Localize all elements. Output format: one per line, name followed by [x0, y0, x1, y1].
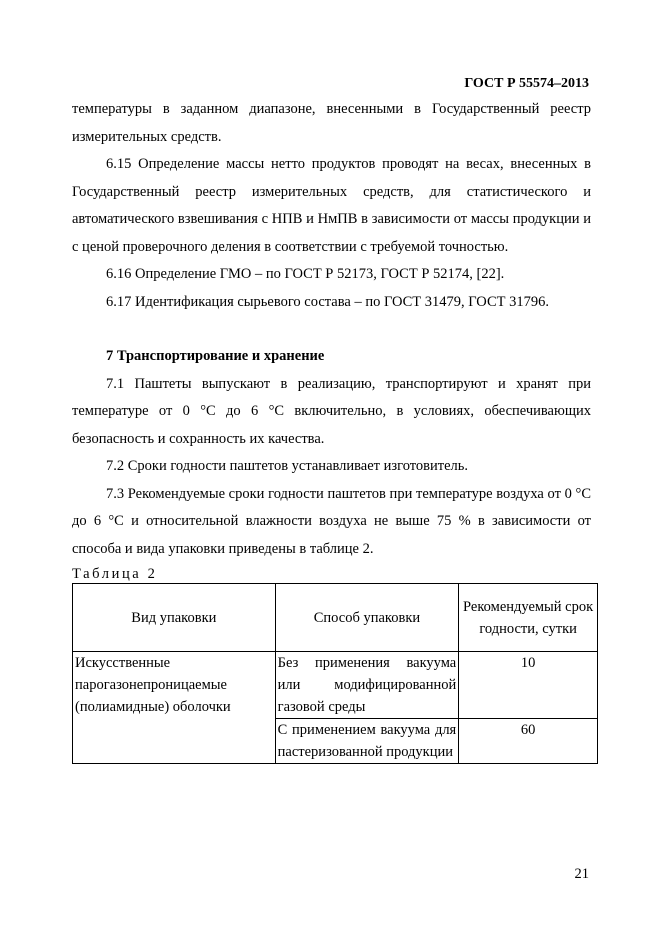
- paragraph-7-1: 7.1 Паштеты выпускают в реализацию, транспортируют и хранят при температуре от 0 °С до 6 °С включительно, в условиях, обеспечивающих безопасность и сохранность их качества.: [72, 375, 591, 447]
- cell-shelf-life: 60: [459, 719, 598, 764]
- table-caption: Таблица 2: [72, 566, 158, 582]
- packaging-table: [72, 583, 598, 764]
- header-packaging-method: Способ упаковки: [275, 584, 459, 652]
- document-code: ГОСТ Р 55574–2013: [464, 76, 589, 91]
- paragraph-continuation: температуры в заданном диапазоне, внесенными в Государственный реестр измерительных средств.: [72, 101, 591, 145]
- table-row: [73, 652, 598, 719]
- section-7-title: 7 Транспортирование и хранение: [106, 348, 325, 364]
- page-content: [72, 96, 594, 764]
- paragraph-7-3: 7.3 Рекомендуемые сроки годности паштетов при температуре воздуха от 0 °С до 6 °С и относительной влажности воздуха не выше 75 % в зависимости от способа и вида упаковки приведены в таблице 2.: [72, 485, 591, 557]
- paragraph-7-2: 7.2 Сроки годности паштетов устанавливает изготовитель.: [106, 458, 469, 474]
- cell-method: С применением вакуума для пастеризованной продукции: [275, 719, 459, 764]
- header-packaging-type: Вид упаковки: [73, 584, 276, 652]
- paragraph-6-15: 6.15 Определение массы нетто продуктов проводят на весах, внесенных в Государственный реестр измерительных средств, для статистического и автоматического взвешивания с НПВ и НмПВ в зависимости от массы продукции и с ценой проверочного деления в соответствии с требуемой точностью.: [72, 156, 591, 255]
- paragraph-6-17: 6.17 Идентификация сырьевого состава – по ГОСТ 31479, ГОСТ 31796.: [106, 293, 549, 310]
- cell-packaging-type: Искусственные парогазонепроницаемые (полиамидные) оболочки: [73, 652, 276, 764]
- cell-method: Без применения вакуума или модифицированной газовой среды: [275, 652, 459, 719]
- header-shelf-life: Рекомендуемый срок годности, сутки: [459, 584, 598, 652]
- page-number: 21: [574, 866, 589, 882]
- table-header-row: [73, 584, 598, 652]
- cell-shelf-life: 10: [459, 652, 598, 719]
- paragraph-6-16: 6.16 Определение ГМО – по ГОСТ Р 52173, ГОСТ Р 52174, [22].: [106, 266, 505, 282]
